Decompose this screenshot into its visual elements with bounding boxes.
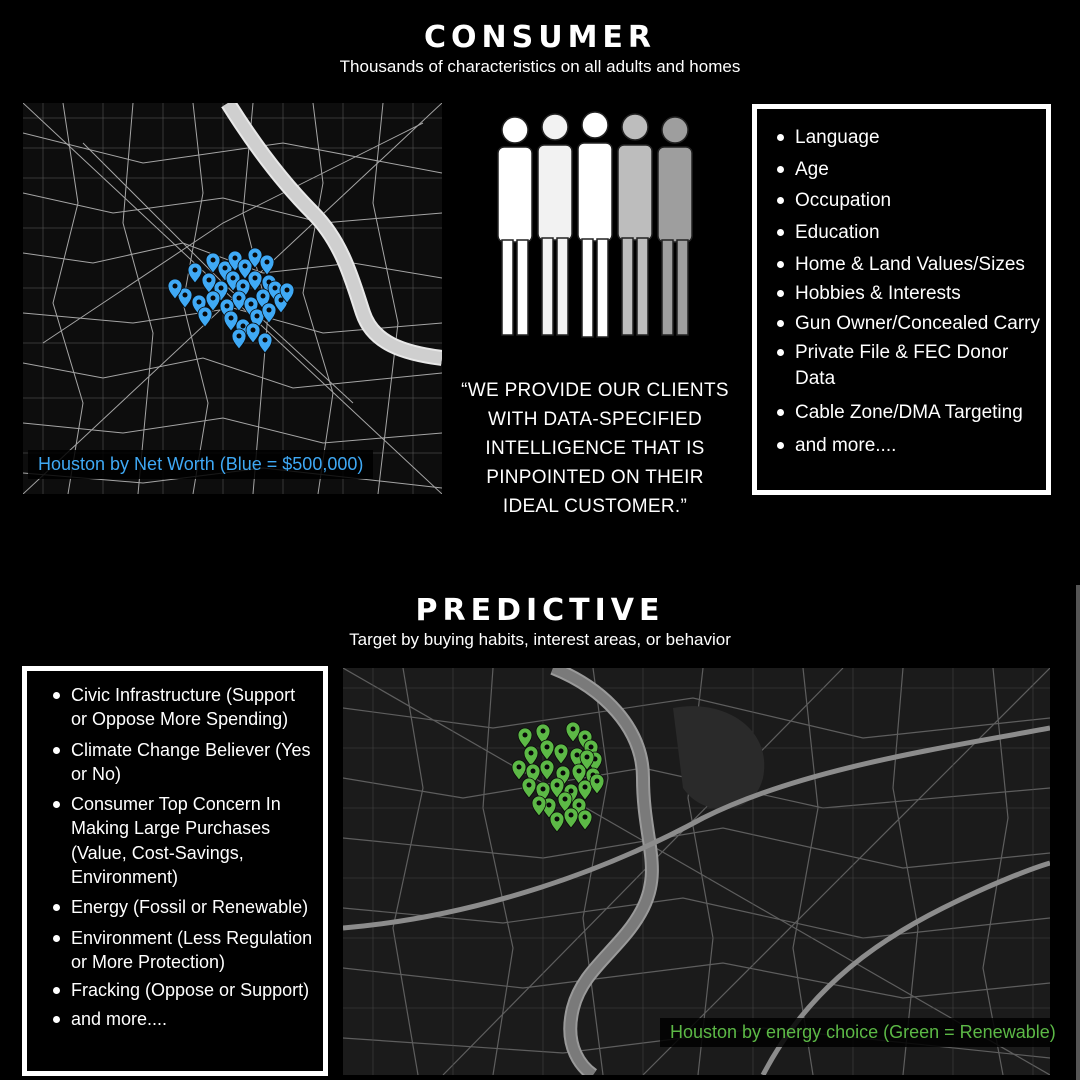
- list-item: Home & Land Values/Sizes: [775, 252, 1046, 278]
- list-item: Gun Owner/Concealed Carry: [775, 311, 1046, 337]
- consumer-characteristics-list: [775, 125, 1046, 459]
- scrollbar[interactable]: [1076, 585, 1080, 1080]
- predictive-behaviors-box: [22, 666, 328, 1076]
- list-item: Occupation: [775, 188, 1046, 214]
- consumer-street-map-graphic: [23, 103, 442, 494]
- predictive-map-caption: Houston by energy choice (Green = Renewable): [660, 1018, 1066, 1047]
- predictive-street-map-graphic: [343, 668, 1050, 1075]
- list-item: Civic Infrastructure (Support or Oppose More Spending): [51, 683, 313, 732]
- list-item: and more....: [775, 433, 1046, 459]
- list-item: Cable Zone/DMA Targeting: [775, 400, 1046, 426]
- predictive-subtitle: Target by buying habits, interest areas, or behavior: [349, 630, 731, 649]
- consumer-map: [23, 103, 442, 494]
- list-item: Climate Change Believer (Yes or No): [51, 738, 313, 787]
- list-item: Language: [775, 125, 1046, 151]
- list-item: Education: [775, 220, 1046, 246]
- list-item: Hobbies & Interests: [775, 281, 1046, 307]
- list-item: Private File & FEC Donor Data: [775, 340, 1046, 391]
- predictive-behaviors-list: [51, 683, 313, 1031]
- predictive-map: [343, 668, 1050, 1075]
- predictive-title: PREDICTIVE: [415, 593, 665, 628]
- consumer-subtitle: Thousands of characteristics on all adults and homes: [339, 57, 741, 76]
- list-item: Fracking (Oppose or Support): [51, 978, 313, 1002]
- list-item: Environment (Less Regulation or More Protection): [51, 926, 313, 975]
- consumer-title: CONSUMER: [423, 20, 657, 55]
- people-group-icon: [490, 105, 700, 345]
- consumer-quote: “WE PROVIDE OUR CLIENTS WITH DATA-SPECIFIED INTELLIGENCE THAT IS PINPOINTED ON THEIR IDEAL CUSTOMER.”: [461, 380, 729, 517]
- list-item: Age: [775, 157, 1046, 183]
- list-item: Energy (Fossil or Renewable): [51, 895, 313, 919]
- list-item: and more....: [51, 1007, 313, 1031]
- consumer-characteristics-box: [752, 104, 1051, 495]
- list-item: Consumer Top Concern In Making Large Purchases (Value, Cost-Savings, Environment): [51, 792, 313, 889]
- consumer-map-caption: Houston by Net Worth (Blue = $500,000): [28, 450, 373, 479]
